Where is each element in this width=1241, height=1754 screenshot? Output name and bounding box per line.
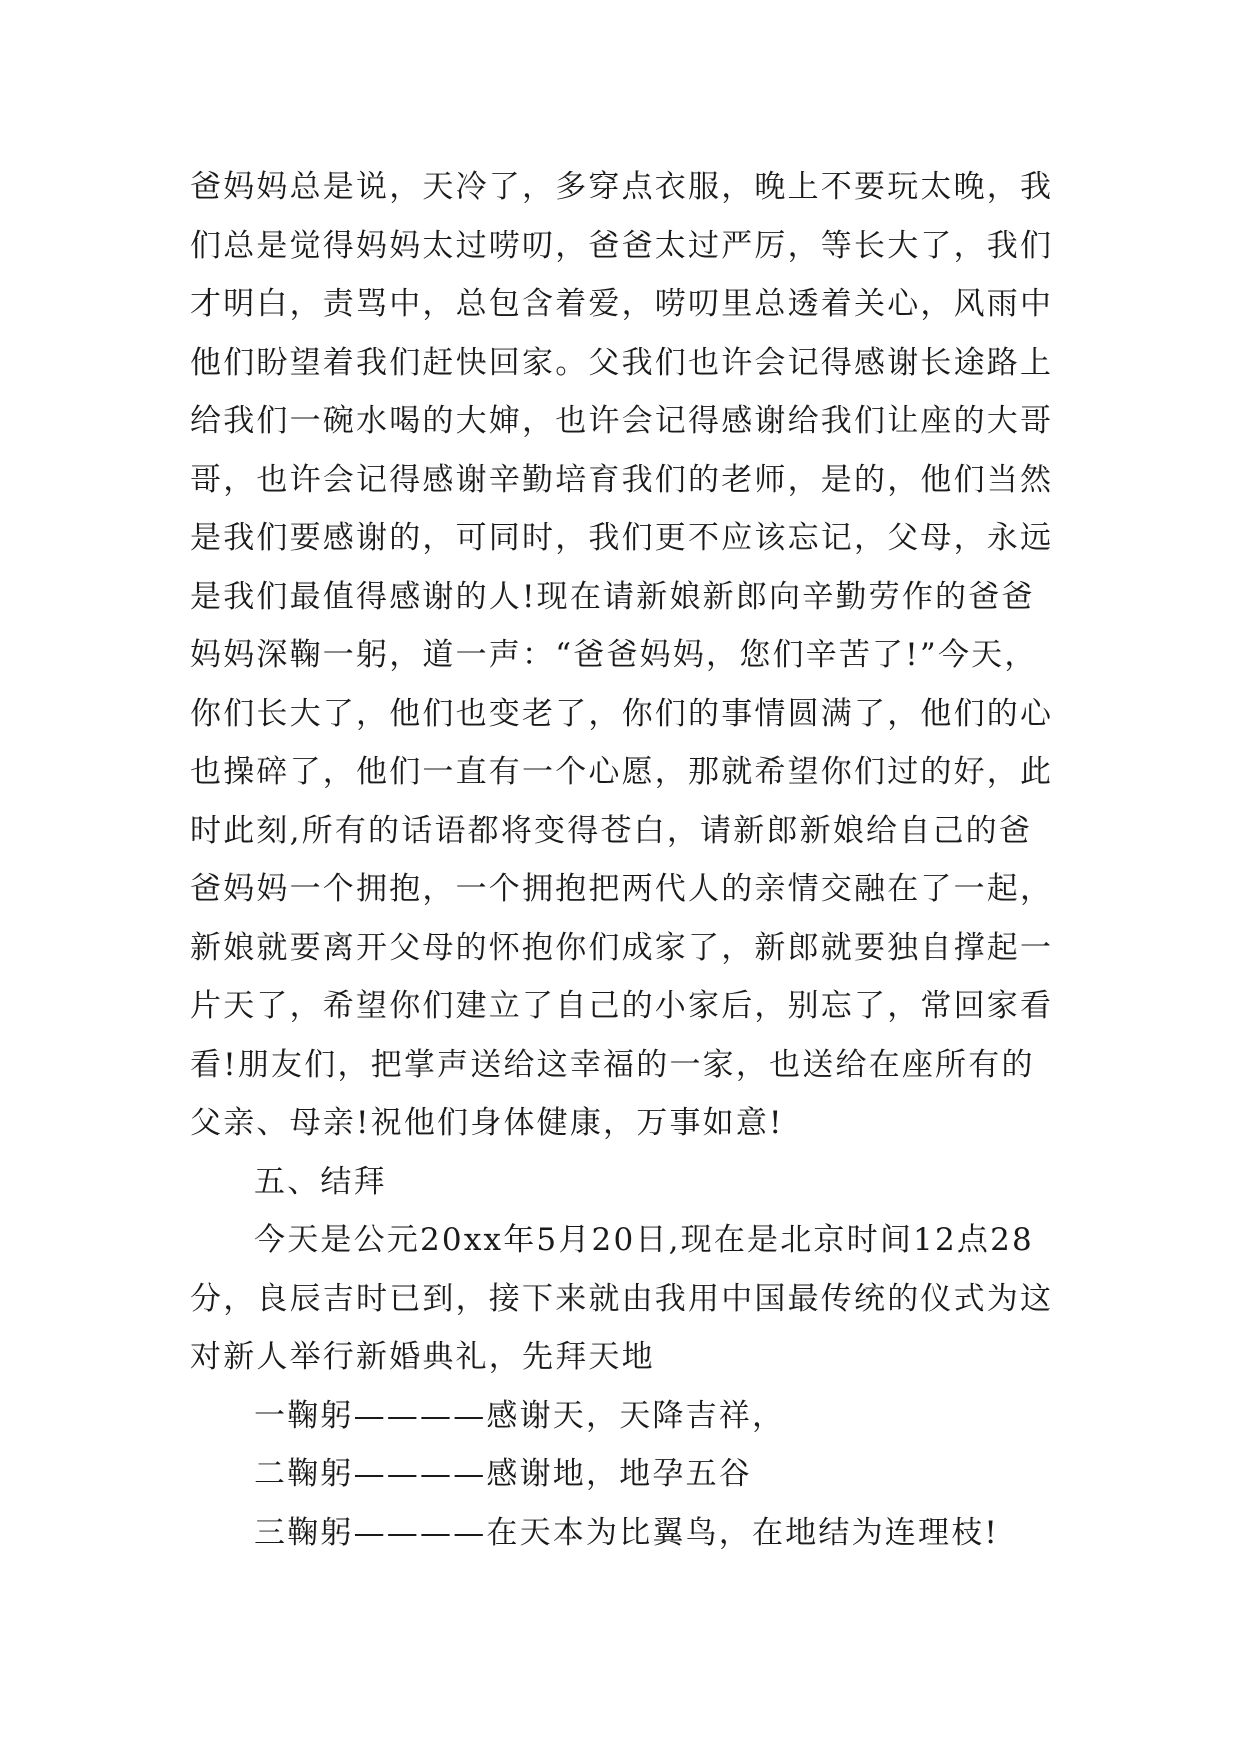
paragraph-line: 们总是觉得妈妈太过唠叨，爸爸太过严厉，等长大了，我们 [190,227,1054,264]
paragraph-line: 是我们最值得感谢的人!现在请新娘新郎向辛勤劳作的爸爸 [190,578,1035,615]
paragraph-line: 爸妈妈一个拥抱，一个拥抱把两代人的亲情交融在了一起， [190,871,1054,907]
paragraph-line: 是我们要感谢的，可同时，我们更不应该忘记，父母，永远 [190,520,1054,556]
paragraph-line: 父亲、母亲!祝他们身体健康，万事如意! [190,1105,784,1141]
document-body [190,158,1058,1562]
paragraph-line: 才明白，责骂中，总包含着爱，唠叨里总透着关心，风雨中 [190,286,1054,322]
paragraph-line: 给我们一碗水喝的大婶，也许会记得感谢给我们让座的大哥 [190,403,1054,439]
paragraph-line: 爸妈妈总是说，天冷了，多穿点衣服，晚上不要玩太晚，我 [190,169,1054,205]
section-paragraph-line: 分，良辰吉时已到，接下来就由我用中国最传统的仪式为这 [190,1280,1054,1317]
paragraph-line: 时此刻,所有的话语都将变得苍白，请新郎新娘给自己的爸 [190,812,1033,849]
paragraph-line: 妈妈深鞠一躬，道一声：“爸爸妈妈，您们辛苦了!”今天， [190,637,1038,673]
paragraph-line: 片天了，希望你们建立了自己的小家后，别忘了，常回家看 [190,988,1054,1024]
paragraph-line: 新娘就要离开父母的怀抱你们成家了，新郎就要独自撑起一 [190,929,1054,966]
paragraph-line: 他们盼望着我们赶快回家。父我们也许会记得感谢长途路上 [190,344,1054,381]
paragraph-line: 你们长大了，他们也变老了，你们的事情圆满了，他们的心 [190,695,1054,732]
bow-line-2: 二鞠躬————感谢地，地孕五谷 [254,1456,752,1492]
bow-line-1: 一鞠躬————感谢天，天降吉祥， [254,1397,786,1434]
section-heading: 五、结拜 [254,1163,387,1200]
paragraph-line: 看!朋友们，把掌声送给这幸福的一家，也送给在座所有的 [190,1046,1035,1083]
section-paragraph-line: 今天是公元20xx年5月20日,现在是北京时间12点28 [254,1222,1034,1258]
section-paragraph-line: 对新人举行新婚典礼，先拜天地 [190,1339,655,1375]
paragraph-line: 哥，也许会记得感谢辛勤培育我们的老师，是的，他们当然 [190,461,1054,498]
bow-line-3: 三鞠躬————在天本为比翼鸟，在地结为连理枝! [254,1514,1000,1551]
paragraph-line: 也操碎了，他们一直有一个心愿，那就希望你们过的好，此 [190,754,1054,790]
